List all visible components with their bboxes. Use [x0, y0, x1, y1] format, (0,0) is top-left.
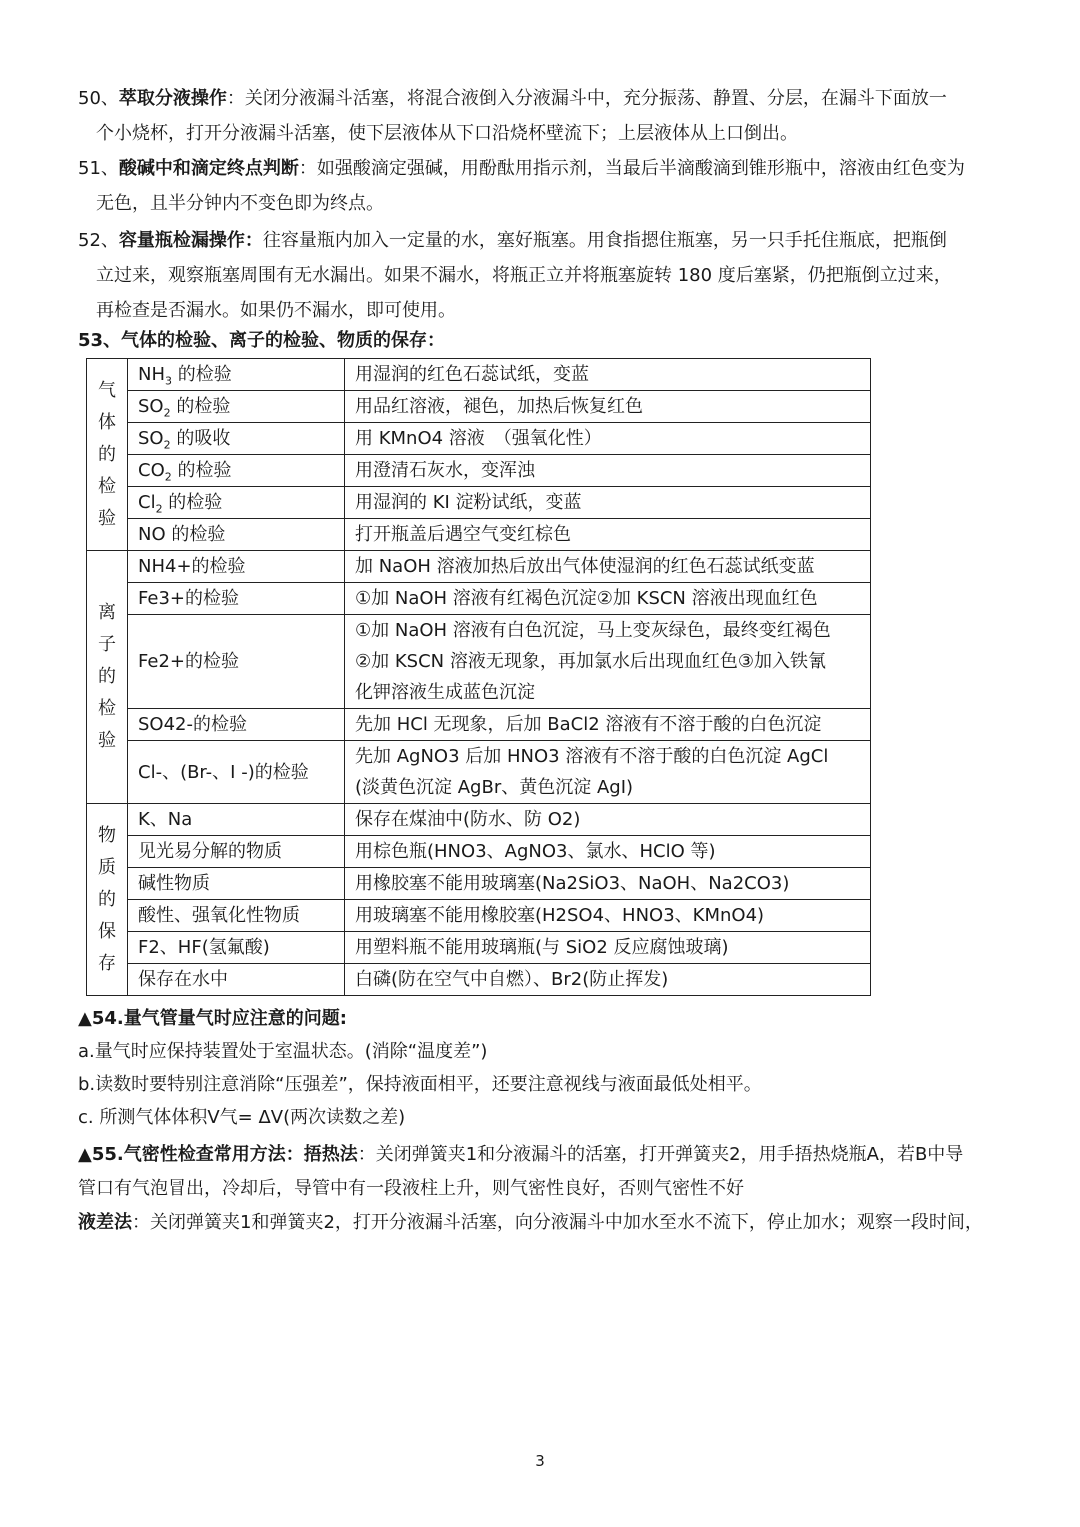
item-51-text: ：如强酸滴定强碱，用酚酞用指示剂，当最后半滴酸滴到锥形瓶中，溶液由红色变为	[298, 158, 965, 179]
section-55	[78, 1138, 1008, 1240]
table-cell: 先加 HCl 无现象，后加 BaCl2 溶液有不溶于酸的白色沉淀	[345, 709, 871, 741]
table-cell: ①加 NaOH 溶液有白色沉淀，马上变灰绿色，最终变红褐色 ②加 KSCN 溶液无现象，再加氯水后出现血红色③加入铁氰 化钾溶液生成蓝色沉淀	[345, 615, 871, 709]
table-cell: 先加 AgNO3 后加 HNO3 溶液有不溶于酸的白色沉淀 AgCl (淡黄色沉淀 AgBr、黄色沉淀 AgI)	[345, 741, 871, 804]
table-cell: 用 KMnO4 溶液 （强氧化性）	[345, 423, 871, 455]
category-gas: 气 体 的 检 验	[87, 359, 128, 551]
table-cell: 加 NaOH 溶液加热后放出气体使湿润的红色石蕊试纸变蓝	[345, 551, 871, 583]
section-54-a: a.量气时应保持装置处于室温状态。(消除“温度差”)	[78, 1041, 488, 1062]
table-cell: 用橡胶塞不能用玻璃塞(Na2SiO3、NaOH、Na2CO3)	[345, 868, 871, 900]
table-cell: $Cl_2$ 的检验	[128, 487, 345, 519]
table-cell: 酸性、强氧化性物质	[128, 900, 345, 932]
method-2-text: ：关闭弹簧夹1和弹簧夹2，打开分液漏斗活塞，向分液漏斗中加水至水不流下，停止加水；观察一段时间，	[132, 1212, 983, 1233]
item-50-text-cont: 个小烧杯，打开分液漏斗活塞，使下层液体从下口沿烧杯壁流下；上层液体从上口倒出。	[96, 123, 798, 144]
table-row	[87, 836, 871, 868]
item-52-text-cont: 立过来，观察瓶塞周围有无水漏出。如果不漏水，将瓶正立并将瓶塞旋转 180 度后塞紧，仍把瓶倒立过来，	[96, 265, 952, 286]
table-row	[87, 359, 871, 391]
page-number: 3	[535, 1452, 545, 1470]
category-storage: 物 质 的 保 存	[87, 804, 128, 996]
table-row	[87, 423, 871, 455]
table-cell: 保存在水中	[128, 964, 345, 996]
table-row	[87, 391, 871, 423]
table-cell: 用玻璃塞不能用橡胶塞(H2SO4、HNO3、KMnO4)	[345, 900, 871, 932]
table-cell: 用湿润的 KI 淀粉试纸，变蓝	[345, 487, 871, 519]
table-row	[87, 615, 871, 709]
item-51-text-cont: 无色，且半分钟内不变色即为终点。	[96, 193, 384, 214]
table-row	[87, 519, 871, 551]
table-cell: 保存在煤油中(防水、防 O2)	[345, 804, 871, 836]
item-50-title: 萃取分液操作	[118, 88, 227, 109]
reference-table	[86, 358, 871, 996]
table-row	[87, 900, 871, 932]
table-cell: 用棕色瓶(HNO3、AgNO3、氯水、HClO 等)	[345, 836, 871, 868]
method-1-title: 捂热法	[303, 1144, 358, 1165]
section-54	[78, 1002, 1008, 1134]
item-50-number: 50、	[78, 88, 119, 109]
table-cell: SO42-的检验	[128, 709, 345, 741]
method-1-text-cont: 管口有气泡冒出，冷却后，导管中有一段液柱上升，则气密性良好，否则气密性不好	[78, 1178, 744, 1199]
method-2-title: 液差法	[78, 1212, 132, 1233]
item-50	[78, 81, 1008, 151]
table-row	[87, 455, 871, 487]
table-cell: Cl-、(Br-、I -)的检验	[128, 741, 345, 804]
item-51-title: 酸碱中和滴定终点判断	[118, 158, 299, 179]
item-52-text-cont2: 再检查是否漏水。如果仍不漏水，即可使用。	[96, 300, 456, 321]
table-cell: 见光易分解的物质	[128, 836, 345, 868]
table-cell: Fe3+的检验	[128, 583, 345, 615]
table-row	[87, 868, 871, 900]
item-50-text: ：关闭分液漏斗活塞，将混合液倒入分液漏斗中，充分振荡、静置、分层，在漏斗下面放一	[226, 88, 947, 109]
table-cell: $SO_2$ 的检验	[128, 391, 345, 423]
item-52-number: 52、	[78, 230, 119, 251]
table-cell: 用澄清石灰水，变浑浊	[345, 455, 871, 487]
table-cell: 打开瓶盖后遇空气变红棕色	[345, 519, 871, 551]
section-54-title: ▲54.量气管量气时应注意的问题:	[78, 1008, 347, 1029]
table-cell: K、Na	[128, 804, 345, 836]
table-cell: 用塑料瓶不能用玻璃瓶(与 SiO2 反应腐蚀玻璃)	[345, 932, 871, 964]
section-55-title: ▲55.气密性检查常用方法：	[78, 1144, 304, 1165]
table-cell: 用湿润的红色石蕊试纸，变蓝	[345, 359, 871, 391]
item-51-number: 51、	[78, 158, 119, 179]
section-54-b: b.读数时要特别注意消除“压强差”，保持液面相平，还要注意视线与液面最低处相平。	[78, 1074, 762, 1095]
table-row	[87, 583, 871, 615]
table-cell: F2、HF(氢氟酸)	[128, 932, 345, 964]
item-53-heading	[78, 324, 1008, 357]
table-cell: Fe2+的检验	[128, 615, 345, 709]
table-cell: $SO_2$ 的吸收	[128, 423, 345, 455]
table-cell: $NH_3$ 的检验	[128, 359, 345, 391]
item-52-text: 往容量瓶内加入一定量的水，塞好瓶塞。用食指摁住瓶塞，另一只手托住瓶底，把瓶倒	[262, 230, 947, 251]
table-cell: $CO_2$ 的检验	[128, 455, 345, 487]
method-1-text: ：关闭弹簧夹1和分液漏斗的活塞，打开弹簧夹2，用手捂热烧瓶A，若B中导	[357, 1144, 964, 1165]
table-cell: 碱性物质	[128, 868, 345, 900]
section-54-c: c. 所测气体体积V气= ΔV(两次读数之差)	[78, 1107, 406, 1128]
item-52	[78, 223, 1008, 328]
table-cell: ①加 NaOH 溶液有红褐色沉淀②加 KSCN 溶液出现血红色	[345, 583, 871, 615]
table-cell: NH4+的检验	[128, 551, 345, 583]
table-cell: NO 的检验	[128, 519, 345, 551]
table-row	[87, 487, 871, 519]
item-51	[78, 151, 1008, 221]
item-53-title: 53、气体的检验、离子的检验、物质的保存：	[78, 330, 446, 351]
table-row	[87, 964, 871, 996]
table-cell: 用品红溶液，褪色，加热后恢复红色	[345, 391, 871, 423]
table-cell: 白磷(防在空气中自燃）、Br2(防止挥发)	[345, 964, 871, 996]
table-row	[87, 709, 871, 741]
item-52-title: 容量瓶检漏操作：	[118, 230, 263, 251]
table-row	[87, 804, 871, 836]
table-row	[87, 741, 871, 804]
table-row	[87, 932, 871, 964]
table-row	[87, 551, 871, 583]
category-ion: 离 子 的 检 验	[87, 551, 128, 804]
